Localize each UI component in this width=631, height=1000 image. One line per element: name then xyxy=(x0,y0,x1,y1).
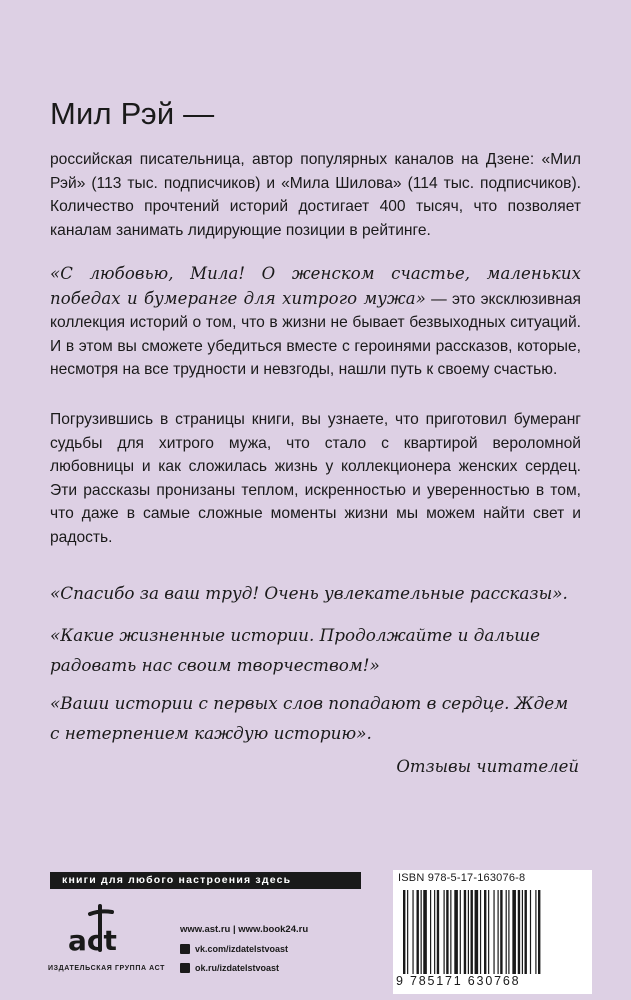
book-description-1 xyxy=(50,262,581,382)
review-2: «Какие жизненные истории. Продолжайте и дальше радовать нас своим творчеством!» xyxy=(50,625,541,675)
review-1: «Спасибо за ваш труд! Очень увлекательные рассказы». xyxy=(50,583,568,603)
publisher-name: ИЗДАТЕЛЬСКАЯ ГРУППА АСТ xyxy=(48,965,165,972)
review-3: «Ваши истории с первых слов попадают в сердце. Ждем с нетерпением каждую историю». xyxy=(50,693,569,743)
barcode-icon xyxy=(403,890,589,974)
reviews-signature: Отзывы читателей xyxy=(396,757,579,776)
websites[interactable]: www.ast.ru | www.book24.ru xyxy=(180,924,309,935)
logo-text: act xyxy=(68,924,117,957)
publisher-links xyxy=(180,920,308,977)
ok-link[interactable] xyxy=(180,958,308,977)
barcode-digits: 9 785171 630768 xyxy=(396,974,521,988)
book-title-quote: «С любовью, Мила! О женском счастье, маленьких победах и бумеранге для хитрого мужа» xyxy=(50,264,581,308)
vk-icon xyxy=(180,944,190,954)
vk-link[interactable] xyxy=(180,939,308,958)
ok-icon xyxy=(180,963,190,973)
author-heading: Мил Рэй — xyxy=(50,96,215,131)
tagline: книги для любого настроения здесь xyxy=(62,874,292,886)
isbn: ISBN 978-5-17-163076-8 xyxy=(398,872,526,884)
description-text: — это эксклюзивная коллекция историй о том, что в жизни не бывает безвыходных ситуаций. И в этом вы сможете убедиться вместе с героинями рассказов, которые, несмотря на все трудности и невзгоды, нашли путь к своему счастью. xyxy=(50,290,581,378)
author-bio: российская писательница, автор популярных каналов на Дзене: «Мил Рэй» (113 тыс. подписчиков) и «Мила Шилова» (114 тыс. подписчиков). Количество прочтений историй достигает 400 тысяч, что позволяет каналам занимать лидирующие позиции в рейтинге. xyxy=(50,151,581,239)
vk-link-text: vk.com/izdatelstvoast xyxy=(195,943,289,954)
ok-link-text: ok.ru/izdatelstvoast xyxy=(195,962,280,973)
ast-logo-icon xyxy=(60,900,140,960)
book-description-2: Погрузившись в страницы книги, вы узнаете, что приготовил бумеранг судьбы для хитрого мужа, что стало с квартирой вероломной любовницы и как сложилась жизнь у коллекционера женских сердец. Эти рассказы пронизаны теплом, искренностью и уверенностью в том, что даже в самые сложные моменты жизни мы можем найти свет и радость. xyxy=(50,411,581,546)
